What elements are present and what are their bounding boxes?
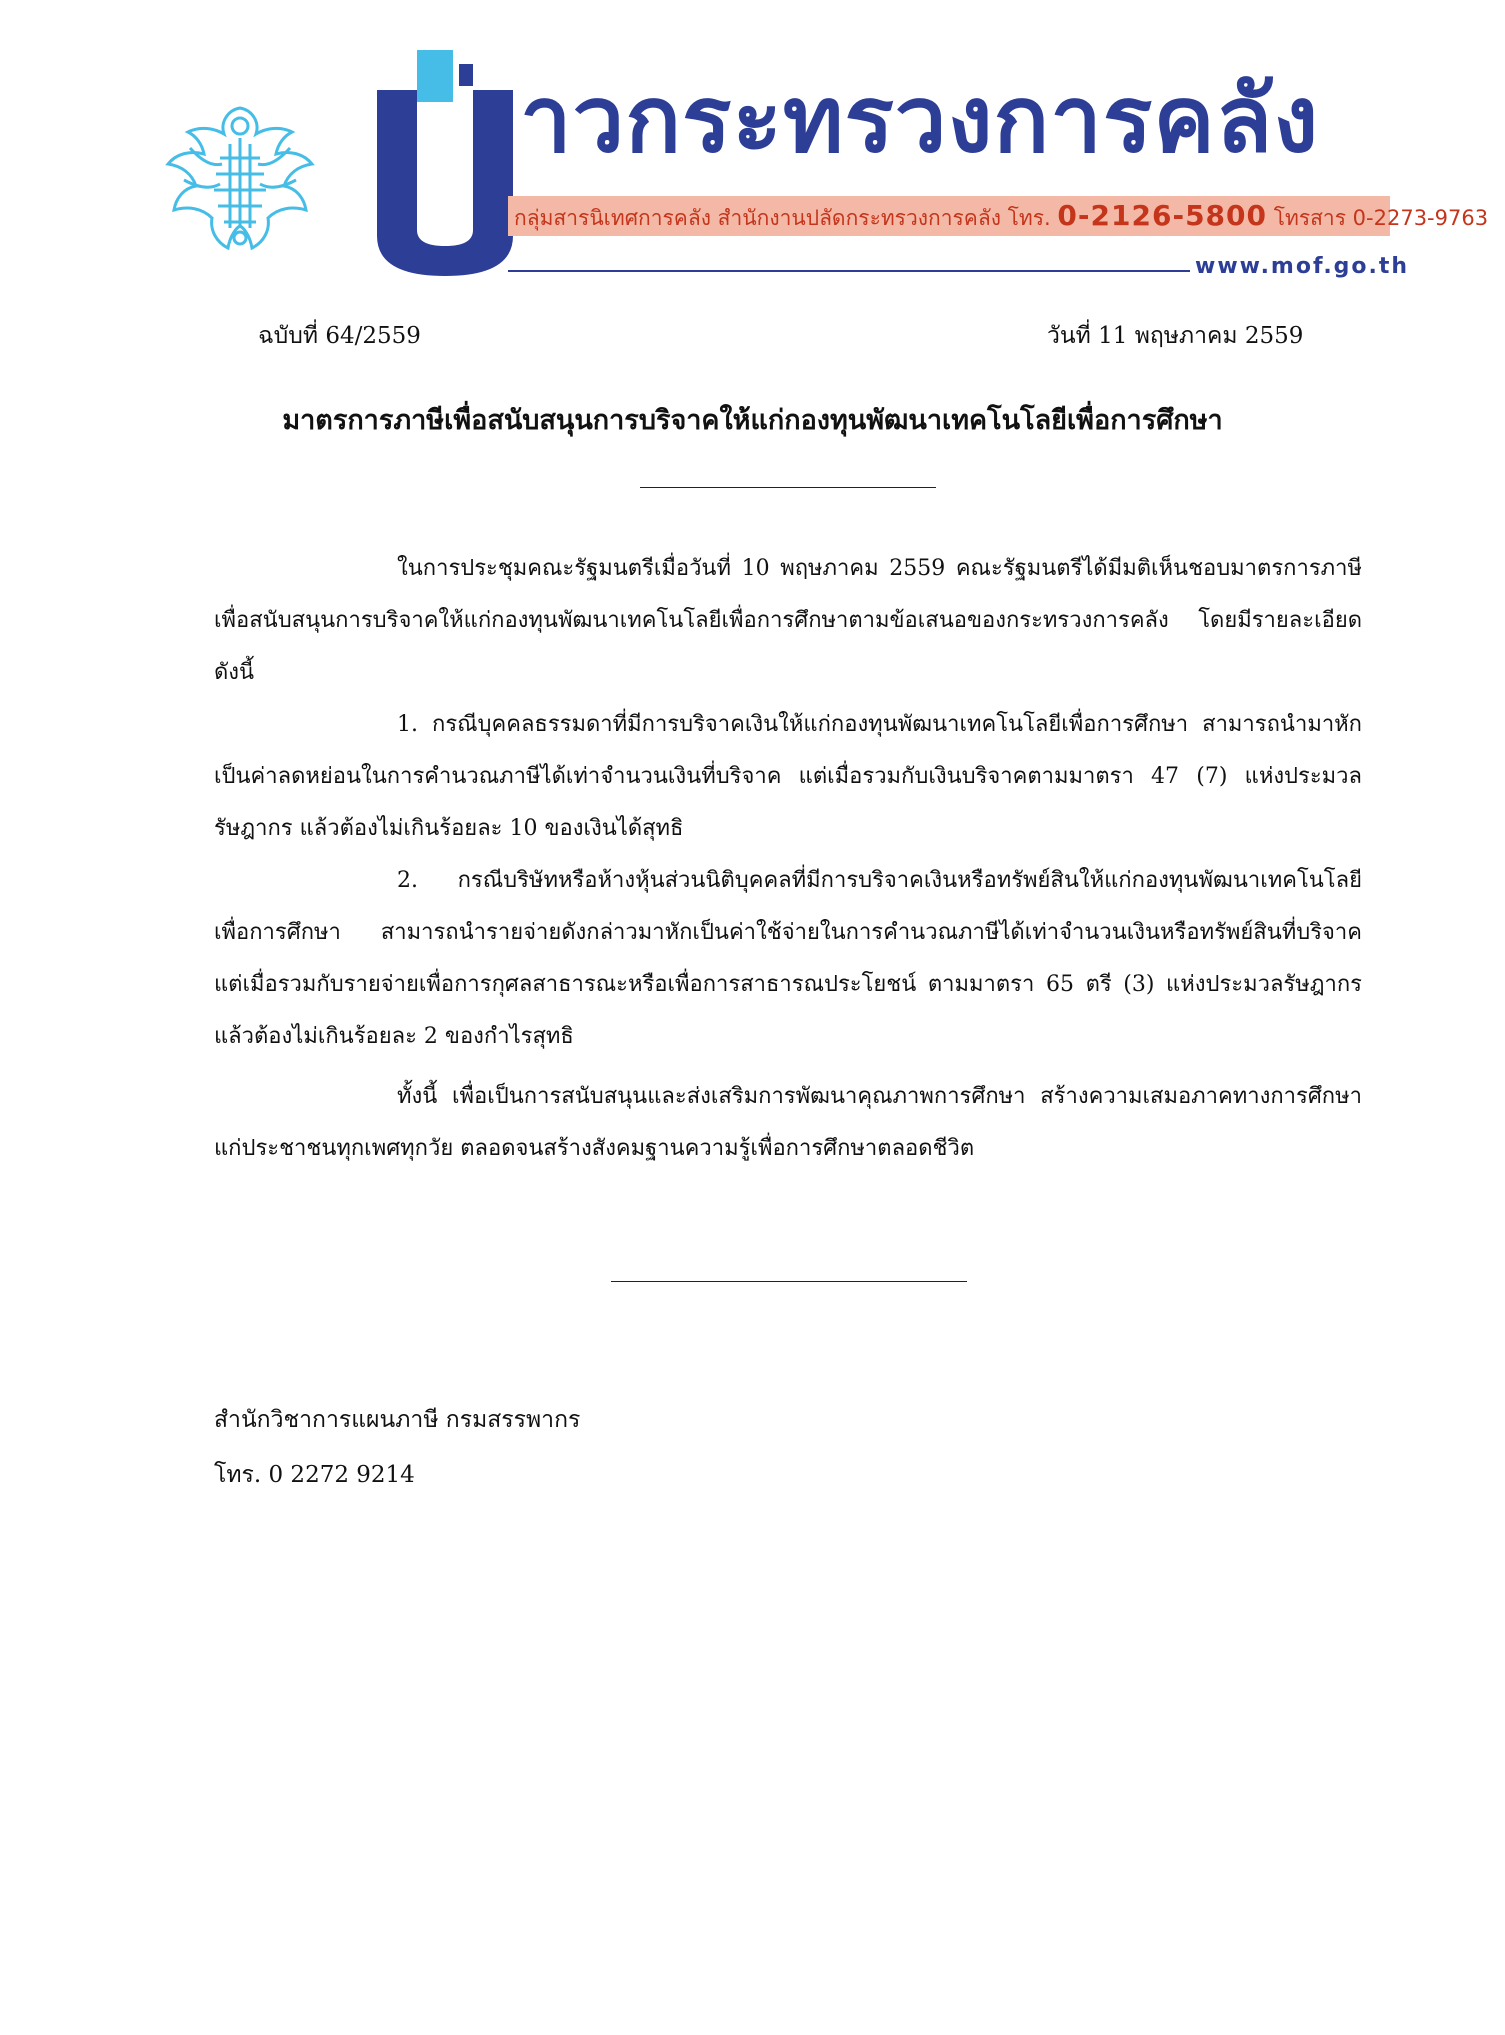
masthead-divider (508, 270, 1190, 272)
paragraph-item-2: 2. กรณีบริษัทหรือห้างหุ้นส่วนนิติบุคคลที่มีการบริจาคเงินหรือทรัพย์สินให้แก่กองทุนพัฒนาเทคโนโลยีเพื่อการศึกษา สามารถนำรายจ่ายดังกล่าวมาหักเป็นค่าใช้จ่ายในการคำนวณภาษีได้เท่าจำนวนเงินหรือทรัพย์สินที่บริจาค แต่เมื่อรวมกับรายจ่ายเพื่อการกุศลสาธารณะหรือเพื่อการสาธารณประโยชน์ ตามมาตรา 65 ตรี (3) แห่งประมวลรัษฎากร แล้วต้องไม่เกินร้อยละ 2 ของกำไรสุทธิ (214, 868, 1362, 1049)
masthead-title: าวกระทรวงการคลัง (520, 66, 1320, 173)
masthead (0, 0, 1505, 290)
strip-phone: 0-2126-5800 (1057, 199, 1268, 232)
title-divider (640, 487, 936, 488)
issue-date: วันที่ 11 พฤษภาคม 2559 (1047, 323, 1304, 349)
contact-strip-text (514, 200, 1488, 234)
strip-fax: โทรสาร 0-2273-9763 (1273, 206, 1489, 230)
paragraph-intro: ในการประชุมคณะรัฐมนตรีเมื่อวันที่ 10 พฤษภาคม 2559 คณะรัฐมนตรีได้มีมติเห็นชอบมาตรการภาษีเพื่อสนับสนุนการบริจาคให้แก่กองทุนพัฒนาเทคโนโลยีเพื่อการศึกษาตามข้อเสนอของกระทรวงการคลัง โดยมีรายละเอียด ดังนี้ (214, 556, 1362, 685)
end-divider (611, 1281, 967, 1282)
masthead-big-letter-logo (355, 50, 535, 280)
document-title: มาตรการภาษีเพื่อสนับสนุนการบริจาคให้แก่กองทุนพัฒนาเทคโนโลยีเพื่อการศึกษา (282, 405, 1223, 436)
issue-number: ฉบับที่ 64/2559 (258, 323, 421, 349)
paragraph-item-1: 1. กรณีบุคคลธรรมดาที่มีการบริจาคเงินให้แก่กองทุนพัฒนาเทคโนโลยีเพื่อการศึกษา สามารถนำมาหักเป็นค่าลดหย่อนในการคำนวณภาษีได้เท่าจำนวนเงินที่บริจาค แต่เมื่อรวมกับเงินบริจาคตามมาตรา 47 (7) แห่งประมวลรัษฎากร แล้วต้องไม่เกินร้อยละ 10 ของเงินได้สุทธิ (214, 712, 1362, 841)
strip-department: กลุ่มสารนิเทศการคลัง สำนักงานปลัดกระทรวงการคลัง โทร. (514, 206, 1051, 230)
contact-phone: โทร. 0 2272 9214 (214, 1462, 415, 1488)
garuda-emblem-icon (160, 88, 320, 258)
website-link[interactable]: www.mof.go.th (1195, 254, 1410, 279)
document-body (214, 543, 1362, 1175)
paragraph-conclusion: ทั้งนี้ เพื่อเป็นการสนับสนุนและส่งเสริมการพัฒนาคุณภาพการศึกษา สร้างความเสมอภาคทางการศึกษาแก่ประชาชนทุกเพศทุกวัย ตลอดจนสร้างสังคมฐานความรู้เพื่อการศึกษาตลอดชีวิต (214, 1084, 1362, 1161)
contact-office: สำนักวิชาการแผนภาษี กรมสรรพากร (214, 1407, 581, 1433)
